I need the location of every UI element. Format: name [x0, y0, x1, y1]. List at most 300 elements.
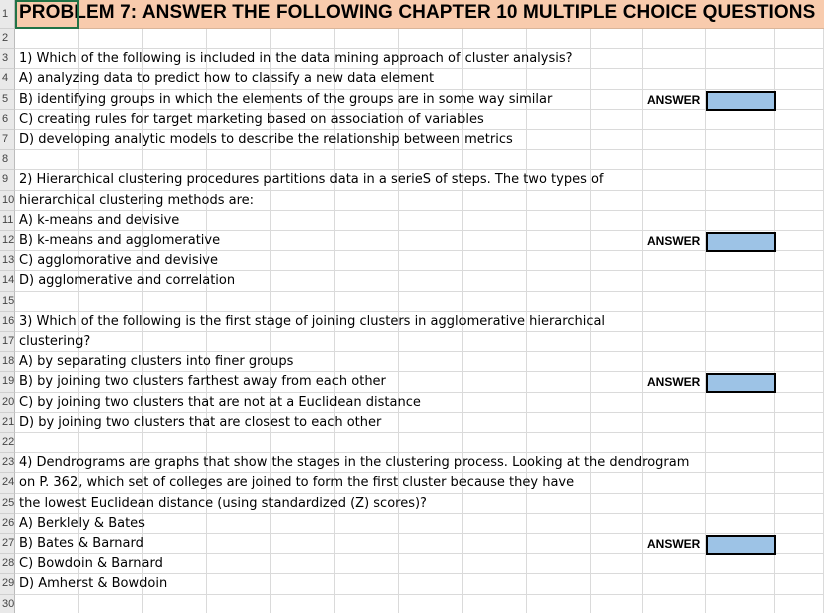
grid-cell[interactable] — [706, 49, 775, 69]
grid-cell[interactable] — [643, 494, 706, 514]
grid-cell[interactable] — [706, 595, 775, 613]
grid-cell[interactable] — [335, 292, 399, 312]
grid-cell[interactable] — [706, 170, 775, 190]
sheet-row — [0, 170, 824, 190]
grid-cell[interactable] — [335, 211, 399, 231]
grid-cell[interactable] — [463, 251, 527, 271]
grid-cell[interactable] — [527, 595, 591, 613]
grid-cell[interactable] — [463, 332, 527, 352]
grid-cell[interactable] — [271, 191, 335, 211]
grid-cell[interactable] — [463, 191, 527, 211]
grid-cell[interactable] — [706, 393, 775, 413]
row-header[interactable]: 4 — [0, 69, 15, 89]
grid-cell[interactable] — [207, 534, 271, 554]
grid-cell[interactable] — [271, 29, 335, 49]
grid-cell[interactable] — [399, 211, 463, 231]
grid-cell[interactable] — [643, 312, 706, 332]
grid-cell[interactable] — [775, 574, 824, 594]
answer-label: ANSWER — [647, 537, 701, 551]
grid-cell[interactable] — [643, 69, 706, 89]
grid-cell[interactable] — [527, 433, 591, 453]
grid-cell[interactable] — [399, 332, 463, 352]
grid-cell[interactable] — [643, 110, 706, 130]
row-header[interactable]: 29 — [0, 574, 15, 594]
sheet-row — [0, 453, 824, 473]
grid-cell[interactable] — [775, 110, 824, 130]
sheet-row — [0, 251, 824, 271]
question-text: A) k-means and devisive — [19, 212, 180, 228]
row-header[interactable]: 2 — [0, 29, 15, 49]
row-header[interactable]: 27 — [0, 534, 15, 554]
grid-cell[interactable] — [775, 90, 824, 110]
grid-cell[interactable] — [271, 271, 335, 291]
grid-cell[interactable] — [335, 251, 399, 271]
grid-cell[interactable] — [271, 150, 335, 170]
grid-cell[interactable] — [643, 352, 706, 372]
grid-cell[interactable] — [643, 554, 706, 574]
question-text: clustering? — [19, 334, 91, 349]
grid-cell[interactable] — [143, 150, 207, 170]
row-header[interactable]: 26 — [0, 514, 15, 534]
grid-cell[interactable] — [706, 211, 775, 231]
sheet-row — [0, 312, 824, 332]
grid-cell[interactable] — [335, 554, 399, 574]
grid-cell[interactable] — [463, 69, 527, 89]
grid-cell[interactable] — [643, 251, 706, 271]
sheet-row — [0, 473, 824, 493]
grid-cell[interactable] — [591, 292, 643, 312]
grid-cell[interactable] — [706, 130, 775, 150]
grid-cell[interactable] — [335, 352, 399, 372]
sheet-row — [0, 49, 824, 69]
grid-cell[interactable] — [207, 332, 271, 352]
grid-cell[interactable] — [706, 453, 775, 473]
grid-cell[interactable] — [527, 150, 591, 170]
row-header[interactable]: 13 — [0, 251, 15, 271]
row-header[interactable]: 6 — [0, 110, 15, 130]
grid-cell[interactable] — [706, 332, 775, 352]
row-header[interactable]: 28 — [0, 554, 15, 574]
row-header[interactable]: 14 — [0, 271, 15, 291]
grid-cell[interactable] — [643, 514, 706, 534]
grid-cell[interactable] — [706, 473, 775, 493]
grid-cell[interactable] — [527, 191, 591, 211]
grid-cell[interactable] — [775, 352, 824, 372]
question-text: A) by separating clusters into finer groups — [19, 354, 294, 370]
grid-cell[interactable] — [335, 595, 399, 613]
row-header[interactable]: 7 — [0, 130, 15, 150]
grid-cell[interactable] — [706, 29, 775, 49]
grid-cell[interactable] — [463, 574, 527, 594]
grid-cell[interactable] — [643, 29, 706, 49]
grid-cell[interactable] — [15, 150, 79, 170]
grid-cell[interactable] — [527, 413, 591, 433]
grid-cell[interactable] — [706, 69, 775, 89]
row-header[interactable]: 12 — [0, 231, 15, 251]
grid-cell[interactable] — [271, 211, 335, 231]
grid-cell[interactable] — [271, 433, 335, 453]
grid-cell[interactable] — [399, 554, 463, 574]
grid-cell[interactable] — [706, 494, 775, 514]
grid-cell[interactable] — [706, 554, 775, 574]
grid-cell[interactable] — [591, 130, 643, 150]
row-header[interactable]: 17 — [0, 332, 15, 352]
grid-cell[interactable] — [463, 413, 527, 433]
grid-cell[interactable] — [271, 251, 335, 271]
answer-input-cell[interactable] — [706, 232, 776, 252]
grid-cell[interactable] — [591, 393, 643, 413]
grid-cell[interactable] — [775, 191, 824, 211]
sheet-row — [0, 494, 824, 514]
grid-cell[interactable] — [527, 372, 591, 392]
grid-cell[interactable] — [775, 393, 824, 413]
grid-cell[interactable] — [706, 110, 775, 130]
grid-cell[interactable] — [207, 150, 271, 170]
sheet-row — [0, 574, 824, 594]
grid-cell[interactable] — [143, 29, 207, 49]
grid-cell[interactable] — [775, 372, 824, 392]
question-text: B) identifying groups in which the elements of the groups are in some way similar — [19, 91, 553, 107]
grid-cell[interactable] — [591, 473, 643, 493]
grid-cell[interactable] — [335, 574, 399, 594]
grid-cell[interactable] — [643, 393, 706, 413]
row-header[interactable]: 9 — [0, 170, 15, 190]
grid-cell[interactable] — [399, 271, 463, 291]
row-header[interactable]: 10 — [0, 191, 15, 211]
grid-cell[interactable] — [775, 595, 824, 613]
grid-cell[interactable] — [643, 150, 706, 170]
grid-cell[interactable] — [591, 110, 643, 130]
grid-cell[interactable] — [463, 271, 527, 291]
grid-cell[interactable] — [463, 433, 527, 453]
grid-cell[interactable] — [775, 292, 824, 312]
grid-cell[interactable] — [775, 494, 824, 514]
sheet-row — [0, 595, 824, 613]
grid-cell[interactable] — [643, 332, 706, 352]
row-header[interactable]: 20 — [0, 393, 15, 413]
question-text: B) by joining two clusters farthest away from each other — [19, 374, 386, 390]
grid-cell[interactable] — [399, 251, 463, 271]
grid-cell[interactable] — [463, 211, 527, 231]
grid-cell[interactable] — [335, 332, 399, 352]
grid-cell[interactable] — [463, 494, 527, 514]
title-row — [0, 0, 824, 29]
grid-cell[interactable] — [775, 29, 824, 49]
grid-cell[interactable] — [775, 150, 824, 170]
sheet-row — [0, 211, 824, 231]
grid-cell[interactable] — [271, 595, 335, 613]
sheet-row — [0, 413, 824, 433]
grid-cell[interactable] — [399, 150, 463, 170]
row-header[interactable]: 16 — [0, 312, 15, 332]
grid-cell[interactable] — [335, 514, 399, 534]
row-header[interactable]: 1 — [0, 0, 15, 29]
question-text: 1) Which of the following is included in the data mining approach of cluster analysis? — [19, 51, 573, 67]
grid-cell[interactable] — [643, 574, 706, 594]
grid-cell[interactable] — [271, 514, 335, 534]
grid-cell[interactable] — [527, 29, 591, 49]
grid-cell[interactable] — [399, 595, 463, 613]
grid-cell[interactable] — [775, 332, 824, 352]
sheet-row — [0, 372, 824, 392]
grid-cell[interactable] — [207, 292, 271, 312]
grid-cell[interactable] — [463, 231, 527, 251]
grid-cell[interactable] — [79, 595, 143, 613]
grid-cell[interactable] — [591, 413, 643, 433]
grid-cell[interactable] — [79, 433, 143, 453]
grid-cell[interactable] — [527, 211, 591, 231]
grid-cell[interactable] — [591, 534, 643, 554]
grid-cell[interactable] — [399, 534, 463, 554]
grid-cell[interactable] — [591, 49, 643, 69]
grid-cell[interactable] — [399, 191, 463, 211]
grid-cell[interactable] — [527, 271, 591, 291]
grid-cell[interactable] — [463, 534, 527, 554]
question-text: 2) Hierarchical clustering procedures partitions data in a serieS of steps. The two types of — [19, 172, 604, 188]
sheet-row — [0, 393, 824, 413]
grid-cell[interactable] — [775, 211, 824, 231]
question-text: on P. 362, which set of colleges are joined to form the first cluster because they have — [19, 475, 575, 491]
grid-cell[interactable] — [399, 231, 463, 251]
row-header[interactable]: 23 — [0, 453, 15, 473]
grid-cell[interactable] — [463, 29, 527, 49]
grid-cell[interactable] — [271, 534, 335, 554]
grid-cell[interactable] — [79, 150, 143, 170]
grid-cell[interactable] — [271, 574, 335, 594]
grid-cell[interactable] — [463, 595, 527, 613]
grid-cell[interactable] — [527, 110, 591, 130]
grid-cell[interactable] — [643, 292, 706, 312]
grid-cell[interactable] — [591, 271, 643, 291]
grid-cell[interactable] — [775, 69, 824, 89]
grid-cell[interactable] — [463, 150, 527, 170]
grid-cell[interactable] — [591, 191, 643, 211]
grid-cell[interactable] — [775, 312, 824, 332]
answer-label: ANSWER — [647, 375, 701, 390]
grid-cell[interactable] — [591, 494, 643, 514]
grid-cell[interactable] — [335, 29, 399, 49]
question-text: A) Berklely & Bates — [19, 515, 145, 531]
row-header[interactable]: 5 — [0, 90, 15, 110]
row-header[interactable]: 3 — [0, 49, 15, 69]
grid-cell[interactable] — [335, 191, 399, 211]
grid-cell[interactable] — [463, 514, 527, 534]
grid-cell[interactable] — [143, 514, 207, 534]
grid-cell[interactable] — [143, 332, 207, 352]
grid-cell[interactable] — [643, 413, 706, 433]
grid-cell[interactable] — [15, 595, 79, 613]
row-header[interactable]: 19 — [0, 372, 15, 392]
grid-cell[interactable] — [643, 191, 706, 211]
grid-cell[interactable] — [15, 292, 79, 312]
grid-cell[interactable] — [527, 494, 591, 514]
row-header[interactable]: 18 — [0, 352, 15, 372]
grid-cell[interactable] — [527, 514, 591, 534]
grid-cell[interactable] — [527, 130, 591, 150]
grid-cell[interactable] — [207, 574, 271, 594]
grid-cell[interactable] — [591, 595, 643, 613]
grid-cell[interactable] — [463, 393, 527, 413]
grid-cell[interactable] — [706, 433, 775, 453]
grid-cell[interactable] — [643, 473, 706, 493]
grid-cell[interactable] — [207, 29, 271, 49]
row-header[interactable]: 15 — [0, 292, 15, 312]
answer-input-cell[interactable] — [706, 91, 776, 111]
grid-cell[interactable] — [643, 130, 706, 150]
grid-cell[interactable] — [706, 191, 775, 211]
grid-cell[interactable] — [527, 69, 591, 89]
grid-cell[interactable] — [79, 29, 143, 49]
grid-cell[interactable] — [591, 554, 643, 574]
grid-cell[interactable] — [775, 473, 824, 493]
grid-cell[interactable] — [399, 413, 463, 433]
grid-cell[interactable] — [271, 554, 335, 574]
grid-cell[interactable] — [527, 554, 591, 574]
grid-cell[interactable] — [706, 150, 775, 170]
sheet-row — [0, 292, 824, 312]
grid-cell[interactable] — [527, 332, 591, 352]
grid-cell[interactable] — [591, 332, 643, 352]
grid-cell[interactable] — [591, 574, 643, 594]
grid-cell[interactable] — [591, 29, 643, 49]
answer-input-cell[interactable] — [706, 373, 776, 393]
grid-cell[interactable] — [399, 433, 463, 453]
grid-cell[interactable] — [775, 514, 824, 534]
grid-cell[interactable] — [207, 433, 271, 453]
grid-cell[interactable] — [591, 211, 643, 231]
sheet-row — [0, 554, 824, 574]
grid-cell[interactable] — [775, 554, 824, 574]
question-text: D) by joining two clusters that are closest to each other — [19, 414, 382, 430]
grid-cell[interactable] — [527, 251, 591, 271]
grid-cell[interactable] — [399, 514, 463, 534]
grid-cell[interactable] — [775, 49, 824, 69]
answer-input-cell[interactable] — [706, 535, 776, 555]
grid-cell[interactable] — [706, 574, 775, 594]
selected-cell-outline[interactable] — [15, 0, 79, 29]
row-header[interactable]: 21 — [0, 413, 15, 433]
grid-cell[interactable] — [775, 413, 824, 433]
grid-cell[interactable] — [143, 433, 207, 453]
grid-cell[interactable] — [591, 90, 643, 110]
question-text: C) agglomorative and devisive — [19, 253, 218, 269]
grid-cell[interactable] — [399, 372, 463, 392]
grid-cell[interactable] — [775, 433, 824, 453]
grid-cell[interactable] — [775, 271, 824, 291]
grid-cell[interactable] — [591, 433, 643, 453]
grid-cell[interactable] — [79, 292, 143, 312]
grid-cell[interactable] — [335, 433, 399, 453]
question-text: C) by joining two clusters that are not at a Euclidean distance — [19, 394, 421, 410]
grid-cell[interactable] — [463, 292, 527, 312]
sheet-row — [0, 130, 824, 150]
grid-cell[interactable] — [15, 433, 79, 453]
grid-cell[interactable] — [143, 595, 207, 613]
sheet-row — [0, 90, 824, 110]
grid-cell[interactable] — [271, 332, 335, 352]
question-text: C) creating rules for target marketing based on association of variables — [19, 111, 484, 127]
grid-cell[interactable] — [335, 150, 399, 170]
grid-cell[interactable] — [207, 514, 271, 534]
grid-cell[interactable] — [706, 514, 775, 534]
grid-cell[interactable] — [643, 170, 706, 190]
grid-cell[interactable] — [335, 271, 399, 291]
grid-cell[interactable] — [706, 413, 775, 433]
grid-cell[interactable] — [271, 292, 335, 312]
grid-cell[interactable] — [143, 534, 207, 554]
grid-cell[interactable] — [463, 554, 527, 574]
grid-cell[interactable] — [399, 29, 463, 49]
question-text: B) Bates & Barnard — [19, 536, 144, 551]
grid-cell[interactable] — [591, 251, 643, 271]
grid-cell[interactable] — [706, 251, 775, 271]
grid-cell[interactable] — [527, 352, 591, 372]
grid-cell[interactable] — [207, 595, 271, 613]
grid-cell[interactable] — [399, 574, 463, 594]
grid-cell[interactable] — [591, 231, 643, 251]
grid-cell[interactable] — [706, 292, 775, 312]
grid-cell[interactable] — [775, 251, 824, 271]
grid-cell[interactable] — [775, 534, 824, 554]
question-text: D) agglomerative and correlation — [19, 273, 236, 289]
grid-cell[interactable] — [15, 29, 79, 49]
grid-cell[interactable] — [207, 554, 271, 574]
grid-cell[interactable] — [775, 231, 824, 251]
grid-cell[interactable] — [591, 69, 643, 89]
grid-cell[interactable] — [643, 595, 706, 613]
sheet-row — [0, 69, 824, 89]
grid-cell[interactable] — [706, 312, 775, 332]
row-cells — [15, 292, 824, 312]
grid-cell[interactable] — [643, 271, 706, 291]
grid-cell[interactable] — [643, 49, 706, 69]
grid-cell[interactable] — [399, 292, 463, 312]
grid-cell[interactable] — [591, 150, 643, 170]
grid-cell[interactable] — [527, 534, 591, 554]
grid-cell[interactable] — [775, 170, 824, 190]
row-header[interactable]: 25 — [0, 494, 15, 514]
grid-cell[interactable] — [591, 514, 643, 534]
sheet-row — [0, 29, 824, 49]
grid-cell[interactable] — [706, 271, 775, 291]
grid-cell[interactable] — [527, 231, 591, 251]
grid-cell[interactable] — [643, 211, 706, 231]
grid-cell[interactable] — [335, 534, 399, 554]
grid-cell[interactable] — [143, 292, 207, 312]
grid-cell[interactable] — [591, 352, 643, 372]
grid-cell[interactable] — [463, 372, 527, 392]
grid-cell[interactable] — [775, 130, 824, 150]
grid-cell[interactable] — [591, 372, 643, 392]
grid-cell[interactable] — [335, 231, 399, 251]
grid-cell[interactable] — [643, 433, 706, 453]
grid-cell[interactable] — [207, 211, 271, 231]
grid-cell[interactable] — [463, 352, 527, 372]
grid-cell[interactable] — [706, 352, 775, 372]
row-header[interactable]: 8 — [0, 150, 15, 170]
grid-cell[interactable] — [399, 352, 463, 372]
grid-cell[interactable] — [271, 231, 335, 251]
grid-cell[interactable] — [527, 574, 591, 594]
row-header[interactable]: 11 — [0, 211, 15, 231]
grid-cell[interactable] — [527, 393, 591, 413]
row-header[interactable]: 22 — [0, 433, 15, 453]
row-header[interactable]: 30 — [0, 595, 15, 613]
row-header[interactable]: 24 — [0, 473, 15, 493]
grid-cell[interactable] — [775, 453, 824, 473]
question-text: 4) Dendrograms are graphs that show the stages in the clustering process. Looking at the dendrogram — [19, 455, 690, 471]
grid-cell[interactable] — [527, 292, 591, 312]
